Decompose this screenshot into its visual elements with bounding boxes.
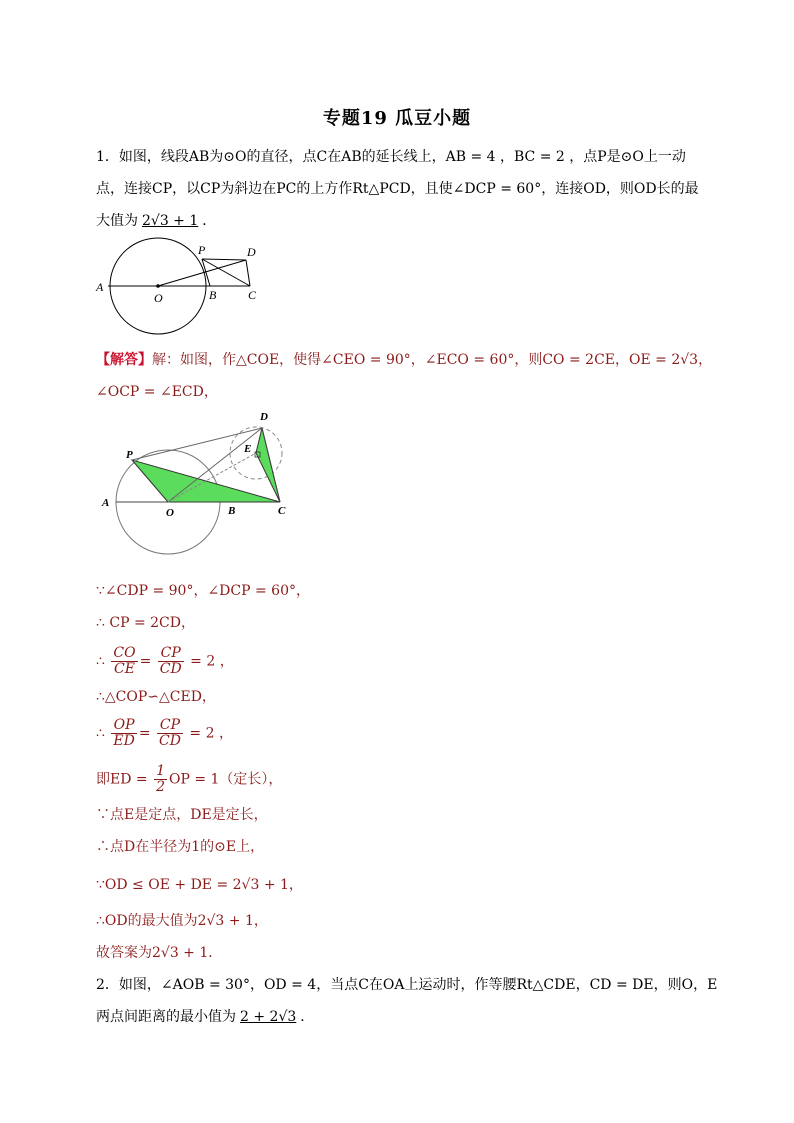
step-a: ∵∠CDP = 90°，∠DCP = 60°，	[96, 583, 310, 599]
step-f-suffix: OP = 1（定长），	[169, 771, 283, 788]
q2-prompt: 两点间距离的最小值为	[96, 1009, 236, 1025]
fraction-op-ed: $\frac{OP}{ED}$	[113, 717, 135, 749]
point-o	[156, 284, 160, 288]
q1-answer: 2√3 + 1	[142, 213, 199, 229]
figure-1	[92, 236, 272, 340]
fraction-one-half: $\frac{1}{2}$	[156, 763, 165, 795]
step-c-result: = 2 ，	[190, 653, 234, 670]
page-title: 专题19 瓜豆小题	[322, 108, 472, 129]
label-e: E	[244, 443, 252, 455]
q2-answer: 2 + 2√3	[240, 1009, 297, 1025]
q1-line-1: 1．如图，线段AB为⊙O的直径，点C在AB的延长线上，AB = 4 ，BC = 2 ，点P是⊙O上一动	[96, 149, 686, 165]
fraction-cp-cd: $\frac{CP}{CD}$	[159, 645, 182, 677]
step-f-prefix: 即ED =	[96, 771, 148, 788]
q1-line-2: 点，连接CP，以CP为斜边在PC的上方作Rt△PCD，且使∠DCP = 60°，连接OD，则OD长的最	[96, 181, 699, 197]
q1-line-3	[96, 212, 216, 230]
line-dc	[246, 260, 250, 286]
label-a: A	[102, 497, 110, 509]
label-c: C	[248, 288, 257, 302]
label-d: D	[260, 411, 268, 423]
fraction-co-ce: $\frac{CO}{CE}$	[113, 645, 136, 677]
step-j: ∴OD的最大值为2√3 + 1，	[96, 913, 268, 929]
step-h: ∴点D在半径为1的⊙E上，	[96, 839, 265, 855]
solution-text-1: 解：如图，作△COE，使得∠CEO = 90°，∠ECO = 60°，则CO = 2CE，OE = 2√3，	[152, 352, 713, 368]
label-d: D	[247, 245, 256, 259]
step-f	[96, 764, 282, 795]
step-e: ∴ $\frac{OP}{ED}$ = $\frac{CP}{CD}$ = 2 ，	[96, 717, 233, 749]
line-pd	[202, 259, 246, 260]
label-o: O	[154, 291, 163, 305]
step-g: ∵点E是定点，DE是定长，	[96, 807, 268, 823]
label-a: A	[96, 280, 104, 294]
triangle-ced	[256, 428, 280, 502]
q2-line-1: 2．如图，∠AOB = 30°，OD = 4，当点C在OA上运动时，作等腰Rt△CDE，CD = DE，则O，E	[96, 977, 718, 993]
q2-period: ．	[300, 1009, 315, 1025]
figure-2	[96, 406, 294, 564]
fraction-cp-cd: $\frac{CP}{CD}$	[159, 717, 181, 749]
label-p: P	[198, 243, 206, 257]
solution-line-2: ∠OCP = ∠ECD，	[96, 384, 218, 400]
step-e-result: = 2 ，	[189, 725, 233, 742]
solution-line-1	[96, 351, 712, 369]
step-c: ∴ $\frac{CO}{CE}$ = $\frac{CP}{CD}$ = 2 ，	[96, 645, 234, 677]
step-k: 故答案为2√3 + 1．	[96, 945, 223, 961]
label-b: B	[228, 505, 236, 517]
label-c: C	[278, 505, 286, 517]
solution-bracket: 【解答】	[96, 352, 152, 368]
label-p: P	[126, 449, 133, 461]
line-pd	[132, 428, 262, 460]
label-b: B	[209, 288, 217, 302]
step-i: ∵OD ≤ OE + DE = 2√3 + 1，	[96, 877, 303, 893]
therefore-symbol: ∴	[96, 653, 105, 670]
q1-period: ．	[202, 213, 217, 229]
label-o: O	[166, 507, 174, 519]
q2-line-2	[96, 1008, 314, 1026]
therefore-symbol: ∴	[96, 725, 105, 742]
line-od	[158, 260, 246, 286]
q1-prompt: 大值为	[96, 213, 138, 229]
step-b: ∴ CP = 2CD，	[96, 615, 195, 631]
step-d: ∴△COP∽△CED，	[96, 689, 216, 705]
